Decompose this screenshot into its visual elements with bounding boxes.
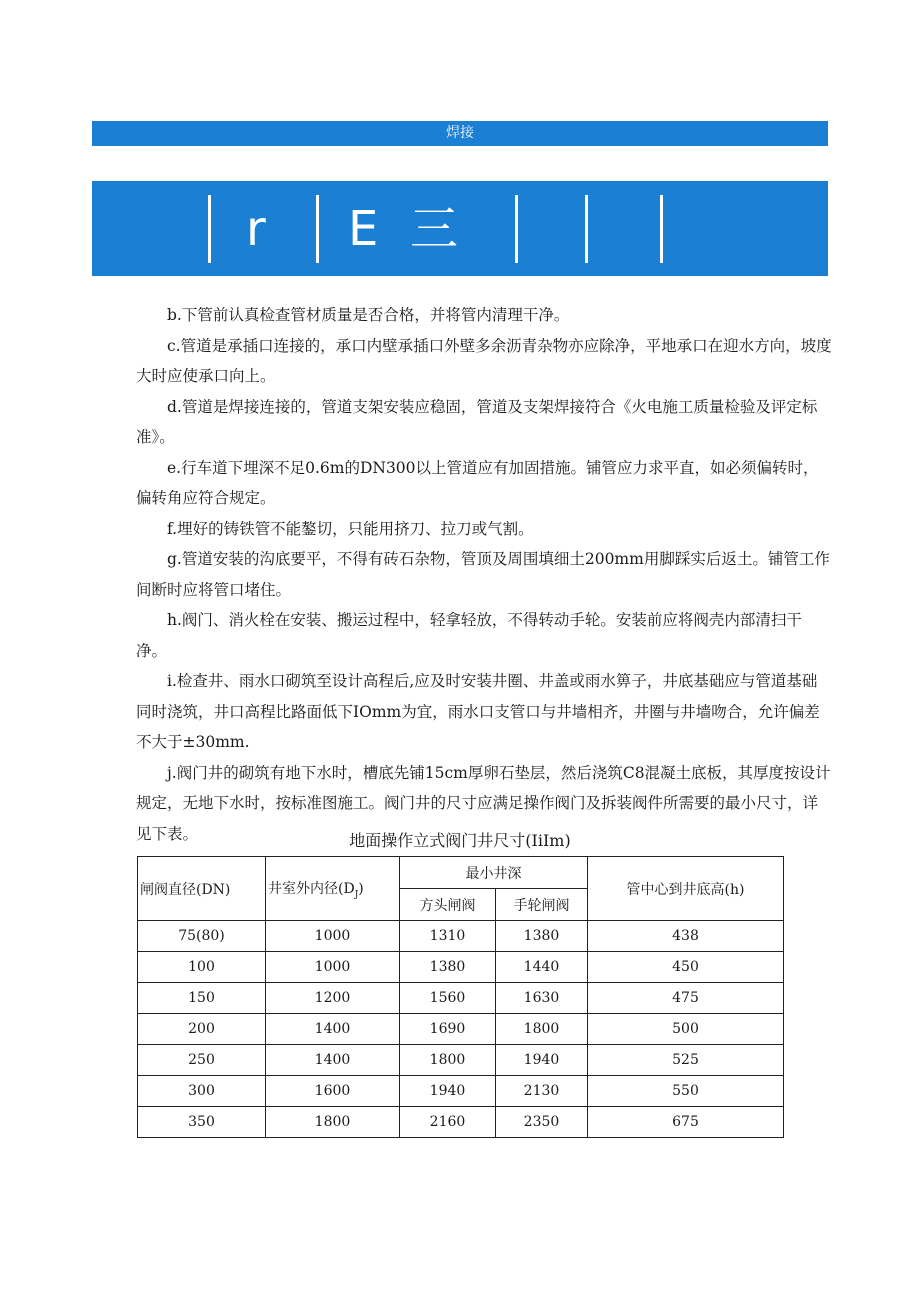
- cell-inner-diameter: 1800: [266, 1107, 400, 1138]
- cell-dn: 100: [138, 952, 266, 983]
- cell-dn: 150: [138, 983, 266, 1014]
- cell-dn: 200: [138, 1014, 266, 1045]
- table-row: [138, 983, 784, 1014]
- paragraph-c: c.管道是承插口连接的，承口内壁承插口外壁多余沥青杂物亦应除净，平地承口在迎水方向，坡度大时应使承口向上。: [136, 336, 832, 385]
- cell-dn: 250: [138, 1045, 266, 1076]
- cell-handwheel: 1380: [496, 921, 588, 952]
- section-title-bar: [92, 121, 828, 146]
- paragraph-b: b.下管前认真检查管材质量是否合格，并将管内清理干净。: [167, 306, 570, 324]
- banner-bar: [515, 195, 518, 263]
- banner-bar: [585, 195, 588, 263]
- banner-bar: [316, 195, 319, 263]
- table-row: [138, 921, 784, 952]
- banner-glyph: E: [348, 201, 379, 257]
- header-square-head: 方头闸阀: [400, 889, 496, 921]
- cell-handwheel: 1440: [496, 952, 588, 983]
- banner-bar: [208, 195, 211, 263]
- header-dn: 闸阀直径(DN): [138, 857, 266, 921]
- cell-handwheel: 2350: [496, 1107, 588, 1138]
- paragraph-i: i.检查井、雨水口砌筑至设计高程后,应及时安装井圈、井盖或雨水箅子，井底基础应与管道基础同时浇筑，井口高程比路面低下IOmm为宜，雨水口支管口与井墙相齐，井圈与井墙吻合，允许偏差不大于±30mm.: [136, 672, 820, 751]
- cell-inner-diameter: 1400: [266, 1014, 400, 1045]
- table-header-row: [138, 857, 784, 889]
- table-row: [138, 1014, 784, 1045]
- cell-handwheel: 1800: [496, 1014, 588, 1045]
- cell-inner-diameter: 1400: [266, 1045, 400, 1076]
- body-text: [136, 300, 832, 849]
- cell-center-height: 675: [588, 1107, 784, 1138]
- table-row: [138, 1107, 784, 1138]
- cell-center-height: 500: [588, 1014, 784, 1045]
- banner-glyph: r: [246, 201, 266, 257]
- cell-inner-diameter: 1200: [266, 983, 400, 1014]
- table-row: [138, 1076, 784, 1107]
- paragraph-d: d.管道是焊接连接的，管道支架安装应稳固，管道及支架焊接符合《火电施工质量检验及评定标准》。: [136, 397, 818, 446]
- cell-square-head: 1690: [400, 1014, 496, 1045]
- cell-center-height: 550: [588, 1076, 784, 1107]
- cell-handwheel: 1940: [496, 1045, 588, 1076]
- valve-well-table: [137, 856, 784, 1138]
- cell-center-height: 525: [588, 1045, 784, 1076]
- cell-square-head: 1940: [400, 1076, 496, 1107]
- header-center-height: 管中心到井底高(h): [588, 857, 784, 921]
- cell-dn: 300: [138, 1076, 266, 1107]
- cell-handwheel: 2130: [496, 1076, 588, 1107]
- cell-dn: 350: [138, 1107, 266, 1138]
- cell-square-head: 1310: [400, 921, 496, 952]
- cell-center-height: 450: [588, 952, 784, 983]
- cell-square-head: 1560: [400, 983, 496, 1014]
- header-min-depth: 最小井深: [400, 857, 588, 889]
- cell-square-head: 1380: [400, 952, 496, 983]
- table-row: [138, 1045, 784, 1076]
- paragraph-e: e.行车道下埋深不足0.6m的DN300以上管道应有加固措施。铺管应力求平直，如必须偏转时，偏转角应符合规定。: [136, 458, 819, 507]
- header-inner-diameter: 井室外内径$(D_J)$: [266, 857, 400, 921]
- header-handwheel: 手轮闸阀: [496, 889, 588, 921]
- banner-glyph: 三: [410, 201, 459, 257]
- cell-inner-diameter: 1000: [266, 921, 400, 952]
- paragraph-f: f.埋好的铸铁管不能鏊切，只能用挤刀、拉刀或气割。: [167, 519, 534, 538]
- cell-dn: 75(80): [138, 921, 266, 952]
- cell-inner-diameter: 1000: [266, 952, 400, 983]
- cell-square-head: 2160: [400, 1107, 496, 1138]
- table-caption: 地面操作立式阀门井尺寸(IiIm): [349, 831, 571, 850]
- banner-bar: [660, 195, 663, 263]
- table-row: [138, 952, 784, 983]
- cell-center-height: 475: [588, 983, 784, 1014]
- section-title: 焊接: [446, 125, 474, 141]
- banner-graphic: [92, 181, 828, 276]
- paragraph-h: h.阀门、消火栓在安装、搬运过程中，轻拿轻放，不得转动手轮。安装前应将阀壳内部清扫干净。: [136, 611, 802, 660]
- cell-handwheel: 1630: [496, 983, 588, 1014]
- paragraph-g: g.管道安装的沟底要平，不得有砖石杂物，管顶及周围填细土200mm用脚踩实后返土。铺管工作间断时应将管口堵住。: [136, 550, 830, 599]
- cell-square-head: 1800: [400, 1045, 496, 1076]
- cell-inner-diameter: 1600: [266, 1076, 400, 1107]
- cell-center-height: 438: [588, 921, 784, 952]
- paragraph-j: j.阀门井的砌筑有地下水时，槽底先铺15cm厚卵石垫层，然后浇筑C8混凝土底板，其厚度按设计规定，无地下水时，按标准图施工。阀门井的尺寸应满足操作阀门及拆装阀件所需要的最小尺寸，详见下表。: [136, 763, 831, 843]
